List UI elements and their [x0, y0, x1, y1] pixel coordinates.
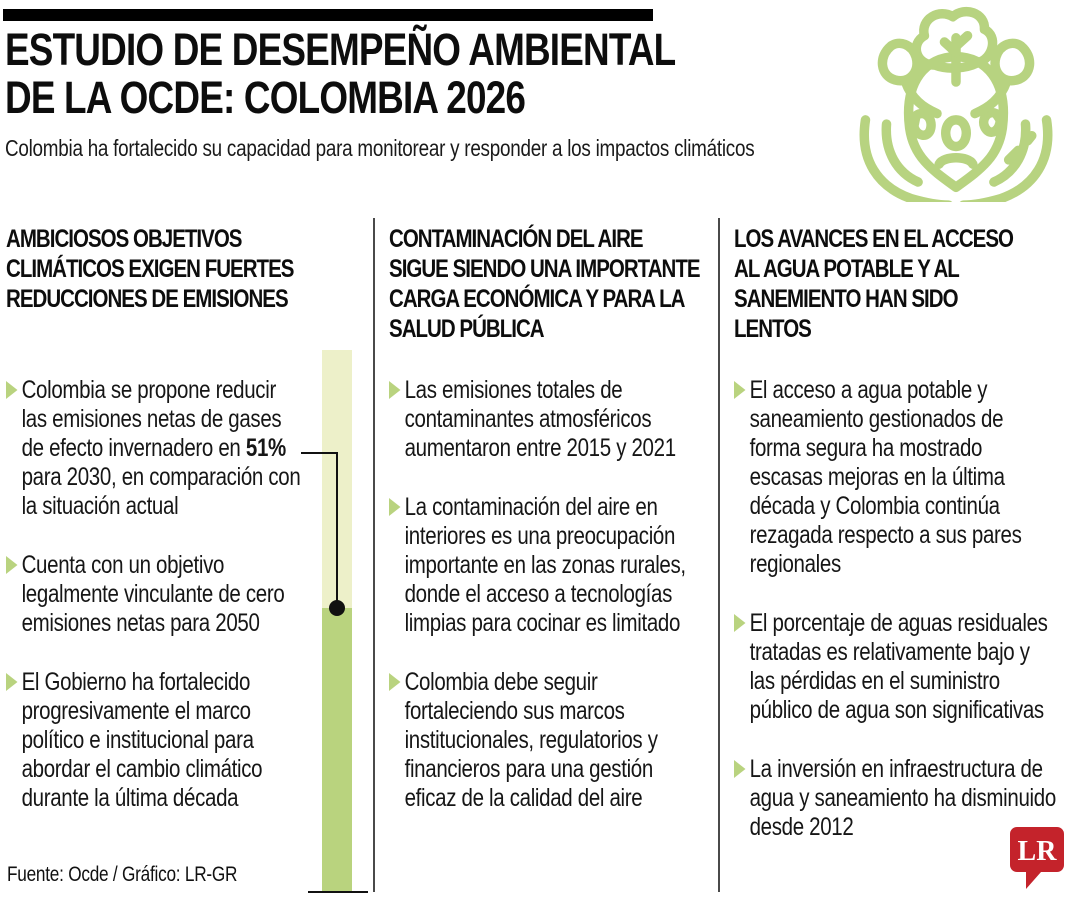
heading-line: LOS AVANCES EN EL ACCESO — [734, 225, 1013, 253]
bullet-list — [6, 370, 301, 813]
bullet-triangle-icon — [734, 614, 745, 632]
bullet-text: El acceso a agua potable y saneamiento gestionados de forma segura ha mostrado escasas mejoras en la última década y Colombia continúa rezagada respecto a sus pares regionales — [749, 376, 1022, 578]
gauge-connector-vertical — [336, 452, 338, 608]
bullet-text: La inversión en infraestructura de agua y saneamiento ha disminuido desde 2012 — [749, 755, 1056, 841]
list-item — [389, 376, 705, 463]
column-heading — [734, 224, 1058, 370]
column-water — [734, 224, 1058, 872]
bullet-triangle-icon — [734, 381, 745, 399]
column-divider-2 — [718, 218, 720, 892]
lr-logo-text: LR — [1017, 836, 1057, 867]
heading-line: AL AGUA POTABLE Y AL — [734, 255, 959, 283]
gauge-connector-horizontal — [301, 452, 338, 454]
bullet-text — [22, 376, 302, 521]
page-subtitle: Colombia ha fortalecido su capacidad para monitorear y responder a los impactos climáticos — [5, 135, 755, 161]
column-divider-1 — [373, 218, 375, 892]
bullet-triangle-icon — [6, 381, 17, 399]
top-rule — [3, 9, 653, 21]
bullet-triangle-icon — [389, 673, 400, 691]
source-credit: Fuente: Ocde / Gráfico: LR-GR — [7, 863, 238, 886]
column-air — [389, 224, 705, 843]
heading-line: CLIMÁTICOS EXIGEN FUERTES — [6, 255, 294, 283]
bullet-triangle-icon — [389, 498, 400, 516]
gauge-bar-fill — [322, 608, 352, 892]
bullet-triangle-icon — [389, 381, 400, 399]
bullet-triangle-icon — [6, 673, 17, 691]
heading-line: CARGA ECONÓMICA Y PARA LA — [389, 285, 685, 313]
bullet-text: El porcentaje de aguas residuales tratadas es relativamente bajo y las pérdidas en el suministro público de agua son significativas — [749, 609, 1048, 724]
bullet-text-pre: Colombia se propone reducir las emisiones netas de gases de efecto invernadero en — [21, 376, 282, 462]
heading-line: AMBICIOSOS OBJETIVOS — [6, 225, 242, 253]
bullet-text-post: para 2030, en comparación con la situación actual — [21, 463, 301, 520]
bullet-text: El Gobierno ha fortalecido progresivamente el marco político e institucional para abordar el cambio climático durante la última década — [21, 668, 263, 812]
list-item — [734, 609, 1058, 725]
title-line-1: ESTUDIO DE DESEMPEÑO AMBIENTAL — [5, 24, 676, 75]
bullet-list — [389, 370, 705, 813]
bullet-text: Colombia debe seguir fortaleciendo sus marcos institucionales, regulatorios y financieros para una gestión eficaz de la calidad del aire — [404, 668, 658, 812]
column-heading — [6, 224, 301, 370]
list-item — [6, 376, 301, 521]
bullet-text-highlight: 51% — [245, 434, 286, 462]
column-heading — [389, 224, 705, 370]
bullet-text: Cuenta con un objetivo legalmente vinculante de cero emisiones netas para 2050 — [21, 551, 285, 637]
bullet-list — [734, 370, 1058, 842]
heading-line: SALUD PÚBLICA — [389, 315, 544, 343]
gauge-marker-dot — [329, 600, 345, 616]
gauge-baseline — [308, 891, 368, 893]
heading-line: CONTAMINACIÓN DEL AIRE — [389, 225, 643, 253]
list-item — [6, 551, 301, 638]
title-line-2: DE LA OCDE: COLOMBIA 2026 — [5, 72, 526, 123]
bullet-triangle-icon — [6, 556, 17, 574]
heading-line: LENTOS — [734, 315, 811, 343]
lr-logo — [1008, 826, 1066, 890]
list-item — [389, 493, 705, 638]
heading-line: SIGUE SIENDO UNA IMPORTANTE — [389, 255, 700, 283]
heading-line: SANEMIENTO HAN SIDO — [734, 285, 958, 313]
column-climate — [6, 224, 301, 843]
bullet-text: La contaminación del aire en interiores es una preocupación importante en las zonas rurales, donde el acceso a tecnologías limpias para cocinar es limitado — [404, 493, 686, 637]
bullet-triangle-icon — [734, 760, 745, 778]
list-item — [6, 668, 301, 813]
list-item — [389, 668, 705, 813]
page-title — [5, 26, 675, 122]
heading-line: REDUCCIONES DE EMISIONES — [6, 285, 288, 313]
list-item — [734, 376, 1058, 579]
bullet-text: Las emisiones totales de contaminantes atmosféricos aumentaron entre 2015 y 2021 — [404, 376, 676, 462]
hands-earth-tree-icon — [850, 2, 1062, 202]
